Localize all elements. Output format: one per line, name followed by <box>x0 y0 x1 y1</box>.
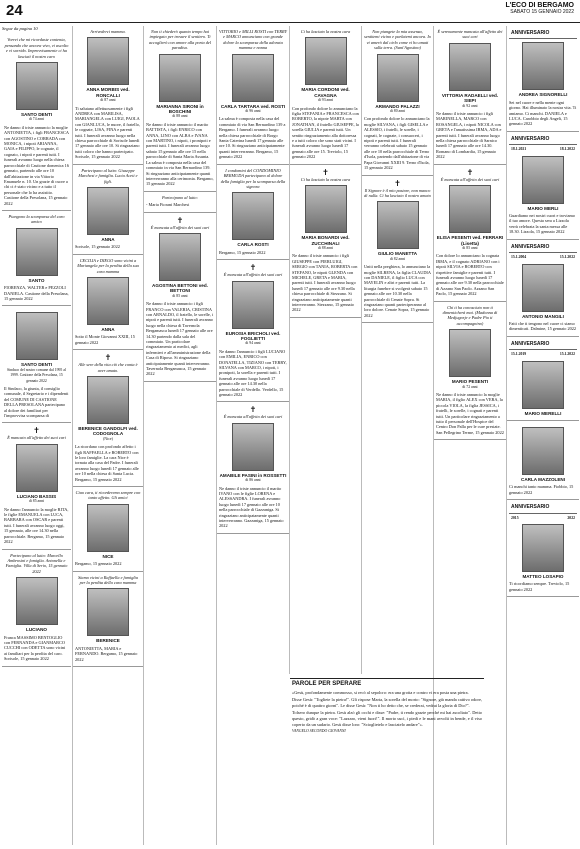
notice-body: Con dolore lo annunciano la cognata IRMA, e il cognato ADRIANO con i nipoti SILVIA e ROBERTO con rispettive famiglie e parenti tutti. I funerali avranno luogo lunedì 17 gennaio alle ore 9.30 nella parrocchiale di Azzano San Paolo. Azzano San Paolo, 15 gennaio 2022 <box>436 253 504 297</box>
portrait-photo <box>16 577 58 625</box>
obituary-notice <box>290 26 361 165</box>
deceased-name: ARMANDO PALAZZI <box>375 103 420 109</box>
column-1 <box>2 26 71 845</box>
portrait-photo <box>87 376 129 424</box>
notice-epigraph: È mancata all'affetto dei suoi cari <box>150 224 210 230</box>
article-parole-per-sperare <box>290 678 484 841</box>
notice-body: Ti salutano affettuosamente i figli ANDREA con MARILISA, MARIANGELA con LUIGI, PAOLA con GIANLUCA, le nuore, il fratello, le cognate, LISA, FINA e parenti tutti. I funerali avranno luogo nella chiesa parrocchiale di Sorisole lunedì 17 gennaio alle ore 10. Si ringraziano tutti coloro che hanno partecipato. Sorisole, 15 gennaio 2022 <box>75 105 140 160</box>
notice-body: FIORENZA, WALTER e PEZZOLI DANIELA. Castione della Presolana, 15 gennaio 2022 <box>4 285 69 301</box>
column-6 <box>361 26 433 674</box>
obituary-notice <box>507 240 579 337</box>
page-number: 24 <box>6 2 23 19</box>
obituary-notice <box>217 402 289 533</box>
obituary-notice <box>2 550 71 667</box>
deceased-name: EUROSIA BRICHOLI ved. FOGLIETTI <box>225 330 281 341</box>
deceased-name: MARIO MERLI <box>527 205 559 211</box>
obituary-notice <box>144 26 216 192</box>
masthead <box>0 0 580 23</box>
notice-body: Guardiamo nei nostri cuori e troviamo il tuo amore. Questa sera a Lizzola verrà celebrata la santa messa alle 18.30. Lizzola, 15 gennaio 2022 <box>509 213 575 235</box>
portrait-photo <box>16 62 58 110</box>
deceased-name: AGOSTINA BETTONI ved. BETTONI <box>152 282 208 294</box>
portrait-photo <box>522 524 564 572</box>
obituary-notice <box>217 260 289 402</box>
obituary-notice <box>73 26 143 165</box>
publication-name: L'ECO DI BERGAMO <box>505 2 574 9</box>
deceased-name: MARIO PESENTI <box>451 379 489 385</box>
cross-icon: ✝ <box>322 167 329 177</box>
portrait-photo <box>159 54 201 102</box>
portrait-photo <box>232 192 274 240</box>
obituary-notice <box>73 572 143 667</box>
portrait-photo <box>87 504 129 552</box>
obituary-notice <box>144 213 216 382</box>
obituary-notice <box>434 165 506 302</box>
notice-body: Bergamo, 15 gennaio 2022 <box>219 249 266 255</box>
notice-subline: di 82 anni <box>389 256 406 261</box>
portrait-photo <box>522 361 564 409</box>
notice-body: Con profondo dolore lo annunciano la figlia STEFANIA e FRANCESCA con ROBERTO, la nipote MARTA con JONATHAN, il fratello GIUSEPPE, la sorella GIULIA e parenti tutti. Un sentito ringraziamento alla dottoressa e a tutti coloro che sono stati vicini. I funerali avranno luogo lunedì 17 gennaio alle ore 15. Treviolo, 15 gennaio 2022 <box>292 105 359 160</box>
portrait-photo <box>87 277 129 325</box>
notice-epigraph: Ci ha lasciato la nostra cara <box>300 176 351 182</box>
obituary-notice <box>507 500 579 597</box>
notice-epigraph: Chi ti ha conosciuto non ti dimenticherà mai. (Madonna di Medjugorje e Padre Pio ti accompagnino) <box>442 304 498 326</box>
article-footnote: VANGELO SECONDO GIOVANNI <box>292 729 346 734</box>
notice-body: Sotto il Monte Giovanni XXIII, 15 gennaio 2022 <box>75 334 135 345</box>
notice-subline: di 80 anni <box>389 109 406 114</box>
deceased-name: LUCIANO <box>26 627 47 633</box>
notice-body: ANTONIETTA, MARIA e FERNANDO. Bergamo, 15 gennaio 2022 <box>75 645 138 662</box>
deceased-name: SANTO DENTI <box>20 362 53 368</box>
anniversary-year: 15.1.2019 <box>511 352 527 357</box>
anniversary-year: 15.1.2022 <box>559 352 575 357</box>
deceased-name: CARLA ROSTI <box>237 242 269 248</box>
deceased-name: SANTO DENTI <box>20 112 53 118</box>
obituary-notice <box>507 421 579 500</box>
notice-subline: di 72 anni <box>462 384 478 389</box>
deceased-name: LUCIANO BASSIS <box>16 493 57 499</box>
obituary-notice <box>73 487 143 572</box>
notice-body: Bergamo, 15 gennaio 2022 <box>75 561 122 567</box>
anniversary-year: 15.1.2004 <box>511 255 527 260</box>
portrait-photo <box>232 281 274 329</box>
cross-icon: ✝ <box>466 167 474 177</box>
obituary-notice <box>507 337 579 421</box>
portrait-photo <box>87 588 129 636</box>
deceased-name: ANDREA SIGNORELLI <box>518 92 568 98</box>
obituary-notice <box>434 302 506 441</box>
notice-body: Ne danno il triste annuncio i figli GIUSEPPE con PIERLUIGI, SERGIO con TANIA, ROBERTA con STEFANO, le nipoti GLENDA con MICHELE, GRETA e MARIA, parenti tutti. I funerali avranno luogo lunedì 17 gennaio alle ore 9.30 nella chiesa parrocchiale di Stezzano. Si ringraziano anticipatamente quanti interverranno. Stezzano, 15 gennaio 2022 <box>292 253 358 313</box>
deceased-name: GIULIO MANETTA <box>377 251 418 257</box>
obituary-notice <box>2 211 71 306</box>
notice-body: Con profondo dolore lo annunciano la moglie SILVANA, i figli GISELLA e ALESSIO, i fratelli, le sorelle, i cognati, le cognate, i consuoceri, i nipoti e parenti tutti. I funerali verranno celebrati sabato 15 gennaio alle ore 10 nella parrocchiale di Terno d'Isola, partendo dall'abitazione di via Papa Giovanni XXIII 9. Terno d'Isola, 15 gennaio 2022 <box>364 116 430 171</box>
anniversary-year: 18.1.2022 <box>559 147 575 152</box>
cross-icon: ✝ <box>249 405 257 415</box>
deceased-name: NICE <box>102 553 114 559</box>
notice-subline: di 92 anni <box>462 103 478 108</box>
notice-epigraph: Siamo vicini a Raffaella e famiglia per la perdita della cara mamma <box>78 574 138 586</box>
notice-epigraph: È mancata all'affetto dei suoi cari <box>223 272 283 278</box>
cross-icon: ✝ <box>33 426 40 436</box>
cross-icon: ✝ <box>176 215 184 225</box>
notice-epigraph: Non ti chiederò quanto tempo hai impiegato per trovare il sentiero. Ti accoglierò con amore alla porta del paradiso. <box>148 29 211 51</box>
deceased-name: MARIA CORDONI ved. CAVAGNA <box>301 87 350 98</box>
portrait-photo <box>522 264 564 312</box>
notice-epigraph: Partecipano al lutto: <box>161 194 199 200</box>
notice-body: Ci manchi tanto mamma. Fiobbio, 15 gennaio 2022 <box>509 484 574 495</box>
deceased-name: ELISA PESENTI ved. FERRARI (Lisetta) <box>436 235 504 246</box>
notice-body: La ricordano con profondo affetto i figli RAFFAELLA e ROBERTO con le loro famiglie. La cara Nice è tornata alla casa del Padre. I funerali avranno luogo lunedì 17 gennaio alle ore 10 nella chiesa di Santa Lucia. Bergamo, 15 gennaio 2022 <box>75 444 139 482</box>
portrait-photo <box>16 312 58 360</box>
column-3 <box>143 26 216 845</box>
portrait-photo <box>16 228 58 276</box>
notice-subline: di 85 anni <box>28 499 45 504</box>
anniversary-years <box>509 147 577 152</box>
anniversary-year: 18.1.2021 <box>511 147 527 152</box>
portrait-photo <box>522 156 564 204</box>
notice-epigraph: Il Signore è il mio pastore, non manco di nulla. Ci ha lasciato il nostro amato <box>364 187 431 198</box>
portrait-photo <box>305 185 347 233</box>
cross-icon: ✝ <box>249 263 257 273</box>
notice-epigraph: È mancato all'affetto dei suoi cari <box>7 435 66 441</box>
deceased-name: VITTORIA RADAELLI ved. SIEPI <box>441 92 499 104</box>
notice-epigraph: Partecipano al lutto: Marcello Ambrosini e famiglia. Antonella e Famiglia. Villa di Serio, 15 gennaio 2022 <box>5 552 68 574</box>
anniversary-heading: ANNIVERSARIO <box>509 135 577 145</box>
deceased-name: ANNA MORBIS ved. RONCALLI <box>86 87 130 98</box>
notice-epigraph: Alle sere della vita ciò che conta è aver amato. <box>78 362 138 373</box>
obituary-notice <box>434 26 506 165</box>
article-title: PAROLE PER SPERARE <box>292 681 362 687</box>
portrait-photo <box>449 43 491 91</box>
obituary-notice <box>507 132 579 240</box>
portrait-photo <box>449 185 491 233</box>
obituary-notice <box>2 306 71 423</box>
notice-subline: (Nice) <box>103 436 113 441</box>
deceased-name: CARLA MAZZOLENI <box>521 476 565 482</box>
notice-body: Ne danno il triste annuncio il marito BATTISTA, i figli ENRICO con ANNA, LINO con ALBA e IVANA con MARTINO, i nipoti, i pronipoti e parenti tutti. I funerali avranno luogo sabato 15 gennaio alle ore 15 nella parrocchiale di Santa Maria Assunta. La salma è composta nella casa del commiato in via San Bernardino 139. Si ringraziano anticipatamente quanti interverranno alla cerimonia. Bergamo, 15 gennaio 2022 <box>146 121 214 187</box>
anniversary-heading: ANNIVERSARIO <box>509 340 577 350</box>
obituary-notice <box>73 255 143 350</box>
notice-epigraph: VITTORIO e MILLI ROSTI con TERRY e MARCO annunciano con grande dolore la scomparsa della adorata mamma e nonna <box>219 29 287 51</box>
deceased-name: BERENICE GANDOLFI ved. CODOGNOLA <box>78 425 138 437</box>
portrait-photo <box>159 233 201 281</box>
notice-epigraph: I condomini del CONDOMINIO BERMUDA partecipano al dolore della famiglia per la scomparsa della signora <box>220 167 286 189</box>
anniversary-year: 15.1.2022 <box>559 255 575 260</box>
article-paragraph: «Gesù, profondamente commosso, si recò al sepolcro: era una grotta e contro vi era posta una pietra. <box>292 689 469 695</box>
obituary-notice <box>362 26 433 176</box>
notice-body: Sorisole, 15 gennaio 2022 <box>75 244 120 250</box>
continuation-label: Segue da pagina 10 <box>2 26 38 31</box>
notice-body: Ne danno il triste annuncio la moglie MARIA, il figlio ALEX con VERA, la piccola VIOLA, la figlia JESSICA, i fratelli, le sorelle, i cognati e parenti tutti. Un particolare ringraziamento a tutto il personale dell'Hospice del Centro Don Palla per le cure prestate. San Pellegrino Terme, 15 gennaio 2022 <box>436 392 504 435</box>
obituary-notice <box>217 165 289 260</box>
obituary-notice <box>290 165 361 318</box>
deceased-name: MARIANNA SIRONI in BOSCHINI <box>156 103 204 115</box>
obituary-notice <box>507 26 579 132</box>
notice-epigraph: CECILIA e DIEGO sono vicini a Mariangela per la perdita della sua cara mamma <box>77 257 139 274</box>
notice-epigraph: Partecipano al lutto: Giuseppe Marchesi e famiglia. Lucia Aceti e figli. <box>78 167 138 184</box>
portrait-photo <box>16 444 58 492</box>
notice-epigraph: Piangono la scomparsa del caro amico <box>8 213 65 225</box>
obituary-notice <box>144 192 216 213</box>
notice-epigraph: Non piangete la mia assenza, sentitemi vicino e parlatemi ancora. Io vi amerò dal cielo come vi ho amati sulla terra. (Sant'Agostino) <box>364 29 431 51</box>
portrait-photo <box>232 54 274 102</box>
notice-body: Il Sindaco, la giunta, il consiglio comunale, il Segretario e i dipendenti del COMUNE DI CASTIONE DELLA PRESOLANA partecipano al dolore dei familiari per l'improvvisa scomparsa di <box>4 386 69 419</box>
anniversary-year: 2015 <box>511 515 519 520</box>
notice-subline: di 94 anni <box>245 341 261 346</box>
notice-body: Ne danno l'annuncio i figli LUCIANO con EMILIA, ENRICO con DONATELLA, TIZIANO con TERRY, SILVANA con MARCO, i nipoti, i pronipoti, la sorella e parenti tutti. I funerali avranno luogo lunedì 17 gennaio alle ore 14.30 nella parrocchiale di Verdello. Verdello, 15 gennaio 2022 <box>219 348 287 397</box>
portrait-photo <box>449 329 491 377</box>
notice-epigraph: Ci ha lasciato la nostra cara <box>300 29 351 34</box>
notice-epigraph: È mancata all'affetto dei suoi cari <box>223 414 283 420</box>
column-5 <box>289 26 361 674</box>
notice-body: Ne danno il triste annuncio la moglie ANTONIETTA, i figli FRANCESCA con AGOSTINO e CORRADA con MONICA, i nipoti ARIANNA, GAIA e FILIPPO, le cognate, il cognato, i nipoti e parenti tutti. I funerali avranno luogo nella chiesa parrocchiale di Castione domenica 16 gennaio, partendo alle ore 10 dall'abitazione in via Vittorio Emanuele n. 10. Un grazie di cuore a chi ci è stato vicino e a tutto il personale che lo ha assistito. Castione della Presolana, 15 gennaio 2022 <box>4 124 69 206</box>
notice-subline: di 85 anni <box>172 293 188 298</box>
notice-subline: di 74 anni <box>28 117 45 122</box>
notice-body: Sei nel cuore e nella mente ogni giorno. Hai illuminato la nostra vita. Ti amiamo. Ci manchi. DANIELA e LUCA. Carobbio degli Angeli, 15 gennaio 2022 <box>509 99 577 127</box>
article-paragraph: Disse Gesù: "Togliete la pietra!". Gli rispose Marta, la sorella del morto: "Signore, già manda cattivo odore, poiché è di quattro giorni". Le disse Gesù: "Non ti ho detto che, se crederai, vedrai la gloria di Dio?". <box>292 697 482 708</box>
deceased-name: ANNA <box>101 326 115 332</box>
article-paragraph: Tolsero dunque la pietra. Gesù alzò gli occhi e disse: "Padre, ti rendo grazie perché mi hai ascoltato". Detto questo, gridò a gran voce: "Lazzaro, vieni fuori!". Il morto uscì, i piedi e le mani avvolti in bende, e il viso coperto da un sudario. Gesù disse loro: "Scioglietelo e lasciatelo andare"». <box>292 710 482 727</box>
anniversary-years <box>509 516 577 521</box>
deceased-name: CARLA TARTARA ved. ROSTI <box>220 103 286 109</box>
portrait-photo <box>305 37 347 85</box>
portrait-photo <box>377 201 419 249</box>
notice-subline: di 96 anni <box>245 109 261 114</box>
notice-subline: di 88 anni <box>172 114 188 119</box>
deceased-name: MATTEO LOSAPIO <box>522 573 564 579</box>
portrait-photo <box>522 42 564 90</box>
masthead-right <box>505 2 574 15</box>
anniversary-years <box>509 352 577 357</box>
notice-subline: di 85 anni <box>462 245 478 250</box>
anniversary-heading: ANNIVERSARIO <box>509 243 577 253</box>
obituary-notice <box>217 26 289 165</box>
notice-epigraph: Ciao cara, ti ricorderemo sempre con tanto affetto. Gli amici <box>75 490 141 501</box>
anniversary-year: 2022 <box>567 515 575 520</box>
notice-body: La salma è composta nella casa del commiato di via San Bernardino 139 a Bergamo. I funerali avranno luogo nella chiesa parrocchiale di Borgo Santa Caterina lunedì 17 gennaio alle ore 10. Si ringraziano anticipatamente quanti interverranno. Bergamo, 15 gennaio 2022 <box>219 116 286 160</box>
notice-subline: di 93 anni <box>317 98 334 103</box>
portrait-photo <box>87 37 129 85</box>
notice-body: Fatti che ti tengono nel cuore ci siamo dimenticati. Dalmine, 15 gennaio 2022 <box>509 320 577 332</box>
notice-body: Ne danno il triste annuncio il marito IVANO con le figlie LORENA e ALESSANDRA. I funerali avranno luogo lunedì 17 gennaio alle ore 10 nella parrocchiale di Gazzaniga. Si ringraziano anticipatamente quanti interverranno. Gazzaniga, 15 gennaio 2022 <box>219 485 284 529</box>
notice-body: Ne danno l'annuncio la moglie RITA, le figlie EMANUELA con LUCA, BARBARA con OSCAR e parenti tutti. I funerali avranno luogo oggi, 15 gennaio, alle ore 14.30 nella parrocchiale. Bergamo, 15 gennaio 2022 <box>4 506 69 545</box>
notice-subline: Sindaco del nostro comune dal 1995 al 1999. Castione della Presolana, 15 gennaio 2022 <box>6 367 67 383</box>
notice-body: Ti ricordiamo sempre. Treviolo, 15 gennaio 2022 <box>509 581 570 592</box>
anniversary-heading: ANNIVERSARIO <box>509 29 577 39</box>
deceased-name: ANNA <box>101 236 115 242</box>
deceased-name: MARIA BONARDI ved. ZUCCHINALI <box>301 235 350 246</box>
notice-epigraph: È serenamente mancata all'affetto dei suoi cari <box>437 29 503 40</box>
anniversary-years <box>509 255 577 260</box>
deceased-name: MARIO MERELLI <box>524 410 562 416</box>
notice-body: Franca MASSIMO BENTOGLIO con FERNANDA e GIANMARCO CUCCHI con ODETTA sono vicini ai familiari per la perdita del caro. Sorisole, 15 gennaio 2022 <box>4 634 66 662</box>
portrait-photo <box>522 427 564 475</box>
notice-body: Ne danno il triste annuncio i figli FRANCO con VALERIA, CRISTINA con ARNALDO, il fratello, le sorelle, i nipoti e parenti tutti. I funerali avranno luogo nella chiesa di Tavernola Bergamasca lunedì 17 gennaio alle ore 14.30 partendo dalla sala del commiato. Un particolare ringraziamento ai medici, agli infermieri e all'amministrazione della Casa di Riposo. Si ringraziano anticipatamente quanti interverranno. Tavernola Bergamasca, 15 gennaio 2022 <box>146 301 214 377</box>
portrait-photo <box>377 54 419 102</box>
cross-icon: ✝ <box>394 178 401 188</box>
deceased-name: BERENICE <box>96 638 120 644</box>
portrait-photo <box>87 187 129 235</box>
notice-subline: di 86 anni <box>245 478 261 483</box>
issue-date: SABATO 15 GENNAIO 2022 <box>510 9 574 15</box>
obituary-notice <box>2 34 71 211</box>
notice-epigraph: È mancata all'affetto dei suoi cari <box>440 176 500 182</box>
anniversary-heading: ANNIVERSARIO <box>509 503 577 513</box>
column-4 <box>216 26 289 845</box>
column-2 <box>72 26 143 845</box>
notice-subline: di 88 anni <box>317 245 334 250</box>
notice-epigraph: Arrivederci mamma. <box>90 29 126 34</box>
cross-icon: ✝ <box>104 353 112 363</box>
notice-epigraph: Vorrei che mi ricordaste contenta, pensando che ancora vivo, vi ascolto e vi sorrido. Improvvisamente ci ha lasciati il nostro caro <box>4 37 69 59</box>
deceased-name: ANTONIO MANGILI <box>522 313 564 319</box>
obituary-notice <box>362 176 433 324</box>
obituary-notice <box>73 165 143 255</box>
notice-body: Uniti nella preghiera, lo annunciano la moglie SILRENA, la figlia CLAUDIA con DANIELE, il figlio LUCA con MAYELIN e altri e parenti tutti. La liturgia funebre si svolgerà sabato 15 gennaio alle ore 10.30 nella parrocchiale di Cenate Sopra. Si ringraziano quanti parteciperanno al loro dolore. Cenate Sopra, 15 gennaio 2022 <box>364 264 431 318</box>
obituary-notice <box>2 423 71 549</box>
portrait-photo <box>232 423 274 471</box>
deceased-name: SANTO <box>28 277 45 283</box>
notice-body: - Maria Fiorani Marchesi <box>146 202 190 208</box>
obituary-notice <box>73 350 143 487</box>
column-8 <box>506 26 579 845</box>
deceased-name: AMABILE PASINI in ROSSETTI <box>219 472 287 478</box>
notice-subline: di 87 anni <box>100 98 116 103</box>
notice-body: Ne danno il triste annuncio i figli MARINELLA, MARCO con ROSANGELA, i nipoti NICOLA con GRETA e l'amatissima IRMA, ADA e parenti tutti. I funerali avranno luogo nella chiesa parrocchiale di Sarnico lunedì 17 gennaio alle ore 14.30. Romano di Lombardia, 15 gennaio 2022 <box>436 111 502 160</box>
